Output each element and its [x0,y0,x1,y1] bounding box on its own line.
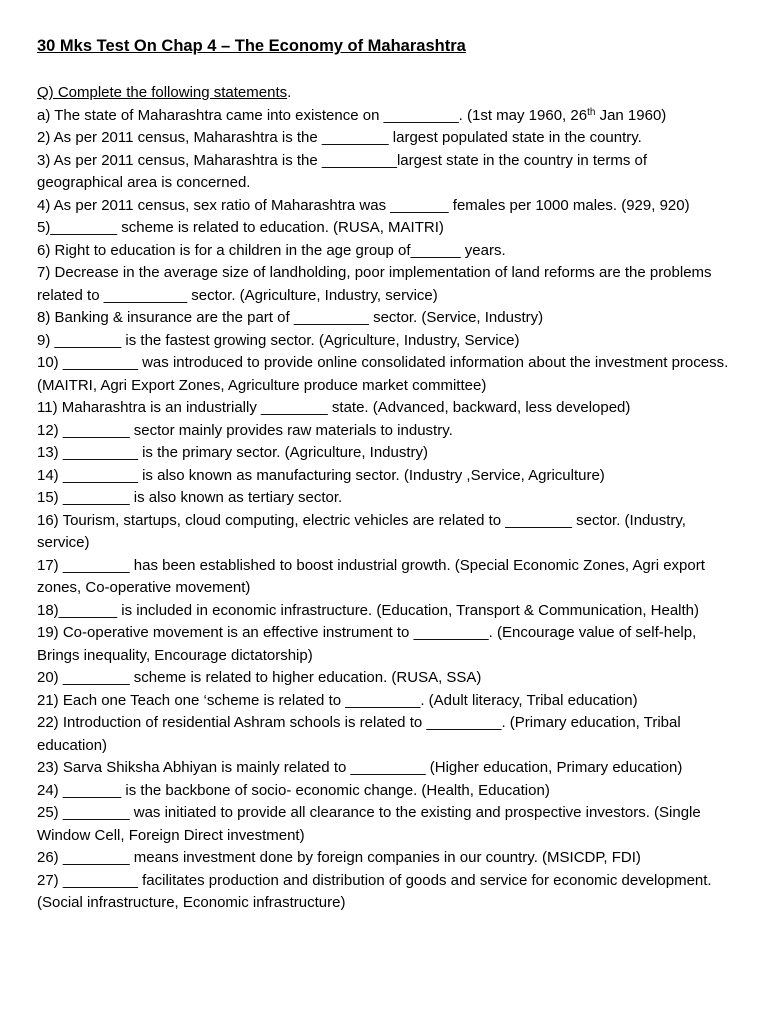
question-4: 4) As per 2011 census, sex ratio of Maharashtra was _______ females per 1000 males. (929, 920) [37,196,690,214]
question-10: 10) _________ was introduced to provide online consolidated information about the investment process. (MAITRI, Agri Export Zones, Agriculture produce market committee) [37,354,729,394]
question-13: 13) _________ is the primary sector. (Agriculture, Industry) [37,444,429,461]
question-15: 15) ________ is also known as tertiary sector. [37,489,343,506]
page-title: 30 Mks Test On Chap 4 – The Economy of Maharashtra [37,37,466,55]
question-12: 12) ________ sector mainly provides raw materials to industry. [37,421,453,439]
question-26: 26) ________ means investment done by foreign companies in our country. (MSICDP, FDI) [37,849,641,866]
question-8: 8) Banking & insurance are the part of _________ sector. (Service, Industry) [37,309,544,326]
question-21: 21) Each one Teach one ‘scheme is related to _________. (Adult literacy, Tribal education) [37,691,638,709]
question-a [37,105,737,128]
instruction-suffix: . [287,84,292,101]
question-27: 27) _________ facilitates production and distribution of goods and service for economic development. (Social infrastructure, Economic infrastructure) [37,871,712,911]
question-5: 5)________ scheme is related to education. (RUSA, MAITRI) [37,219,444,236]
question-25: 25) ________ was initiated to provide all clearance to the existing and prospective investors. (Single Window Cell, Foreign Direct investment) [37,804,701,844]
question-6: 6) Right to education is for a children in the age group of______ years. [37,241,506,259]
question-3: 3) As per 2011 census, Maharashtra is the _________largest state in the country in terms of geographical area is concerned. [37,151,648,191]
question-24: 24) _______ is the backbone of socio- economic change. (Health, Education) [37,781,550,799]
question-16: 16) Tourism, startups, cloud computing, electric vehicles are related to ________ sector. (Industry, service) [37,511,686,551]
question-14: 14) _________ is also known as manufacturing sector. (Industry ,Service, Agriculture) [37,466,605,484]
question-23: 23) Sarva Shiksha Abhiyan is mainly related to _________ (Higher education, Primary education) [37,759,683,776]
question-9: 9) ________ is the fastest growing sector. (Agriculture, Industry, Service) [37,331,520,349]
document-page [37,35,737,915]
question-22: 22) Introduction of residential Ashram schools is related to _________. (Primary education, Tribal education) [37,714,681,754]
question-20: 20) ________ scheme is related to higher education. (RUSA, SSA) [37,669,482,686]
question-7: 7) Decrease in the average size of landholding, poor implementation of land reforms are the problems related to __________ sector. (Agriculture, Industry, service) [37,264,712,304]
instruction [37,82,737,105]
question-a-suffix: Jan 1960) [595,106,667,124]
instruction-text: Q) Complete the following statements [37,84,288,101]
question-19: 19) Co-operative movement is an effective instrument to _________. (Encourage value of self-help, Brings inequality, Encourage dictatorship) [37,624,697,664]
question-a-text: a) The state of Maharashtra came into existence on _________. (1st may 1960, 26 [37,106,588,124]
question-11: 11) Maharashtra is an industrially ________ state. (Advanced, backward, less developed) [37,399,631,416]
question-18: 18)_______ is included in economic infrastructure. (Education, Transport & Communication, Health) [37,601,700,619]
question-17: 17) ________ has been established to boost industrial growth. (Special Economic Zones, Agri export zones, Co-operative movement) [37,556,705,596]
question-2: 2) As per 2011 census, Maharashtra is the ________ largest populated state in the country. [37,129,642,146]
question-a-superscript: th [587,106,596,118]
